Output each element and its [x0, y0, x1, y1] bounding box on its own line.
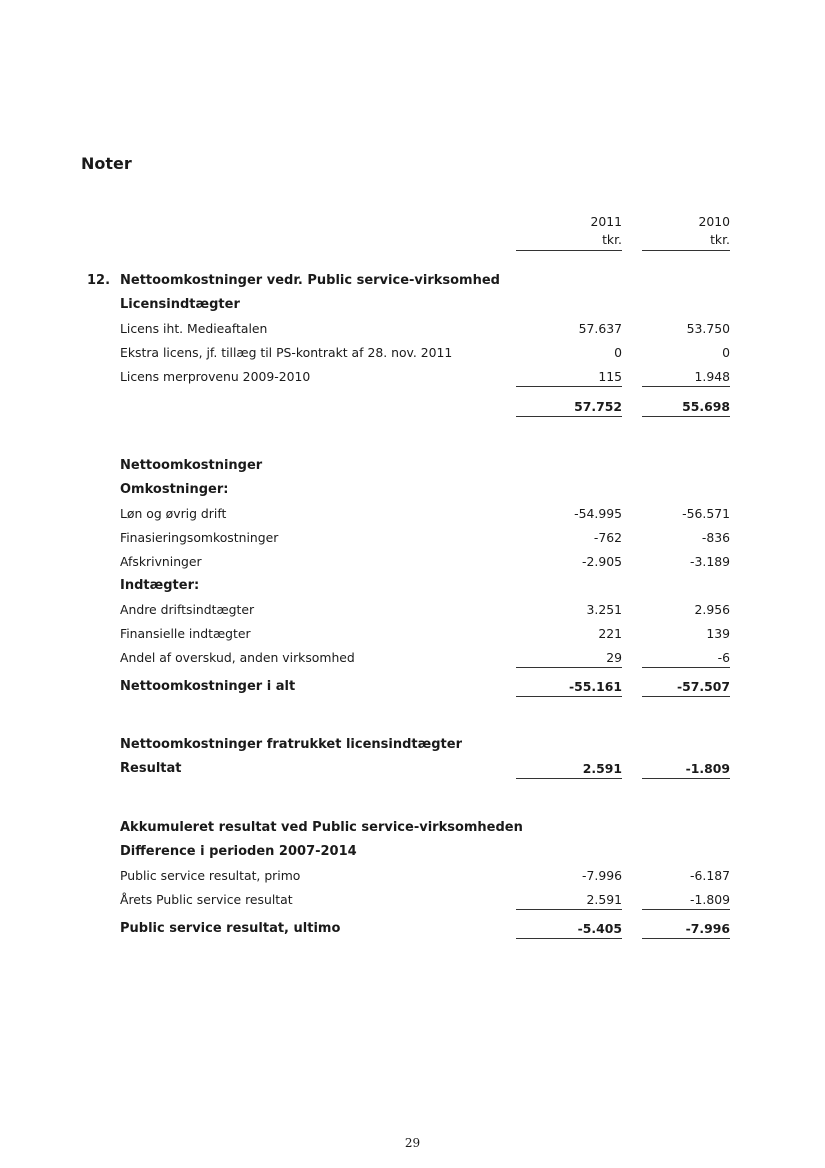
row-value-2010: -56.571	[682, 506, 730, 521]
total-rule-2011	[516, 696, 622, 697]
header-rule-2010	[642, 250, 730, 251]
result-value-2010: -1.809	[685, 761, 730, 776]
total-label: Public service resultat, ultimo	[120, 921, 341, 936]
row-value-2011: 57.637	[578, 321, 622, 336]
row-value-2011: 29	[606, 650, 622, 665]
row-value-2011: 2.591	[586, 892, 622, 907]
row-value-2010: 53.750	[686, 321, 730, 336]
row-value-2010: 2.956	[694, 602, 730, 617]
column-year-2010: 2010	[698, 214, 730, 229]
row-value-2010: -6.187	[690, 868, 730, 883]
row-value-2011: -54.995	[574, 506, 622, 521]
subtotal-rule-2010	[642, 386, 730, 387]
page-heading: Noter	[81, 154, 132, 173]
row-label: Årets Public service resultat	[120, 892, 293, 907]
result-value-2011: 2.591	[582, 761, 622, 776]
row-label: Public service resultat, primo	[120, 868, 301, 883]
total-rule-2011	[516, 938, 622, 939]
row-value-2011: 0	[614, 345, 622, 360]
subtotal-rule-2011	[516, 667, 622, 668]
row-value-2011: 115	[598, 369, 622, 384]
result-rule-2010	[642, 778, 730, 779]
total-rule-2010	[642, 416, 730, 417]
subtotal-rule-2011	[516, 386, 622, 387]
page-number: 29	[404, 1136, 421, 1150]
total-value-2010: -57.507	[677, 679, 730, 694]
row-label: Licens iht. Medieaftalen	[120, 321, 268, 336]
row-value-2011: -762	[593, 530, 622, 545]
section-subtitle-difference: Difference i perioden 2007-2014	[120, 844, 357, 859]
total-rule-2011	[516, 416, 622, 417]
row-value-2010: 139	[706, 626, 730, 641]
total-label: Nettoomkostninger i alt	[120, 679, 296, 694]
row-value-2011: 3.251	[586, 602, 622, 617]
row-label: Ekstra licens, jf. tillæg til PS-kontrakt af 28. nov. 2011	[120, 345, 453, 360]
row-label: Finansielle indtægter	[120, 626, 251, 641]
subsection-omkostninger: Omkostninger:	[120, 482, 229, 497]
subtotal-rule-2011	[516, 909, 622, 910]
row-value-2010: -6	[717, 650, 730, 665]
total-rule-2010	[642, 696, 730, 697]
row-value-2011: 221	[598, 626, 622, 641]
row-label: Afskrivninger	[120, 554, 202, 569]
column-unit-2010: tkr.	[710, 232, 730, 247]
subtotal-rule-2010	[642, 667, 730, 668]
total-value-2010: 55.698	[682, 399, 730, 414]
row-value-2011: -7.996	[582, 868, 622, 883]
row-value-2011: -2.905	[582, 554, 622, 569]
section-title-fratrukket: Nettoomkostninger fratrukket licensindtægter	[120, 737, 462, 752]
row-label: Løn og øvrig drift	[120, 506, 227, 521]
note-title: Nettoomkostninger vedr. Public service-virksomhed	[120, 273, 500, 288]
row-value-2010: -1.809	[690, 892, 730, 907]
subtotal-rule-2010	[642, 909, 730, 910]
total-value-2011: 57.752	[574, 399, 622, 414]
section-title-nettoomkostninger: Nettoomkostninger	[120, 458, 263, 473]
note-number: 12.	[87, 273, 111, 288]
total-value-2011: -5.405	[577, 921, 622, 936]
section-title-akkumuleret: Akkumuleret resultat ved Public service-virksomheden	[120, 820, 523, 835]
row-label: Andel af overskud, anden virksomhed	[120, 650, 355, 665]
column-year-2011: 2011	[590, 214, 622, 229]
row-value-2010: -3.189	[690, 554, 730, 569]
section-title-licensindtaegter: Licensindtægter	[120, 297, 240, 312]
result-label: Resultat	[120, 761, 182, 776]
total-value-2011: -55.161	[569, 679, 622, 694]
row-value-2010: 1.948	[694, 369, 730, 384]
column-unit-2011: tkr.	[602, 232, 622, 247]
subsection-indtaegter: Indtægter:	[120, 578, 200, 593]
row-label: Finasieringsomkostninger	[120, 530, 279, 545]
header-rule-2011	[516, 250, 622, 251]
row-label: Licens merprovenu 2009-2010	[120, 369, 311, 384]
row-label: Andre driftsindtægter	[120, 602, 255, 617]
total-value-2010: -7.996	[685, 921, 730, 936]
total-rule-2010	[642, 938, 730, 939]
row-value-2010: -836	[701, 530, 730, 545]
row-value-2010: 0	[722, 345, 730, 360]
result-rule-2011	[516, 778, 622, 779]
